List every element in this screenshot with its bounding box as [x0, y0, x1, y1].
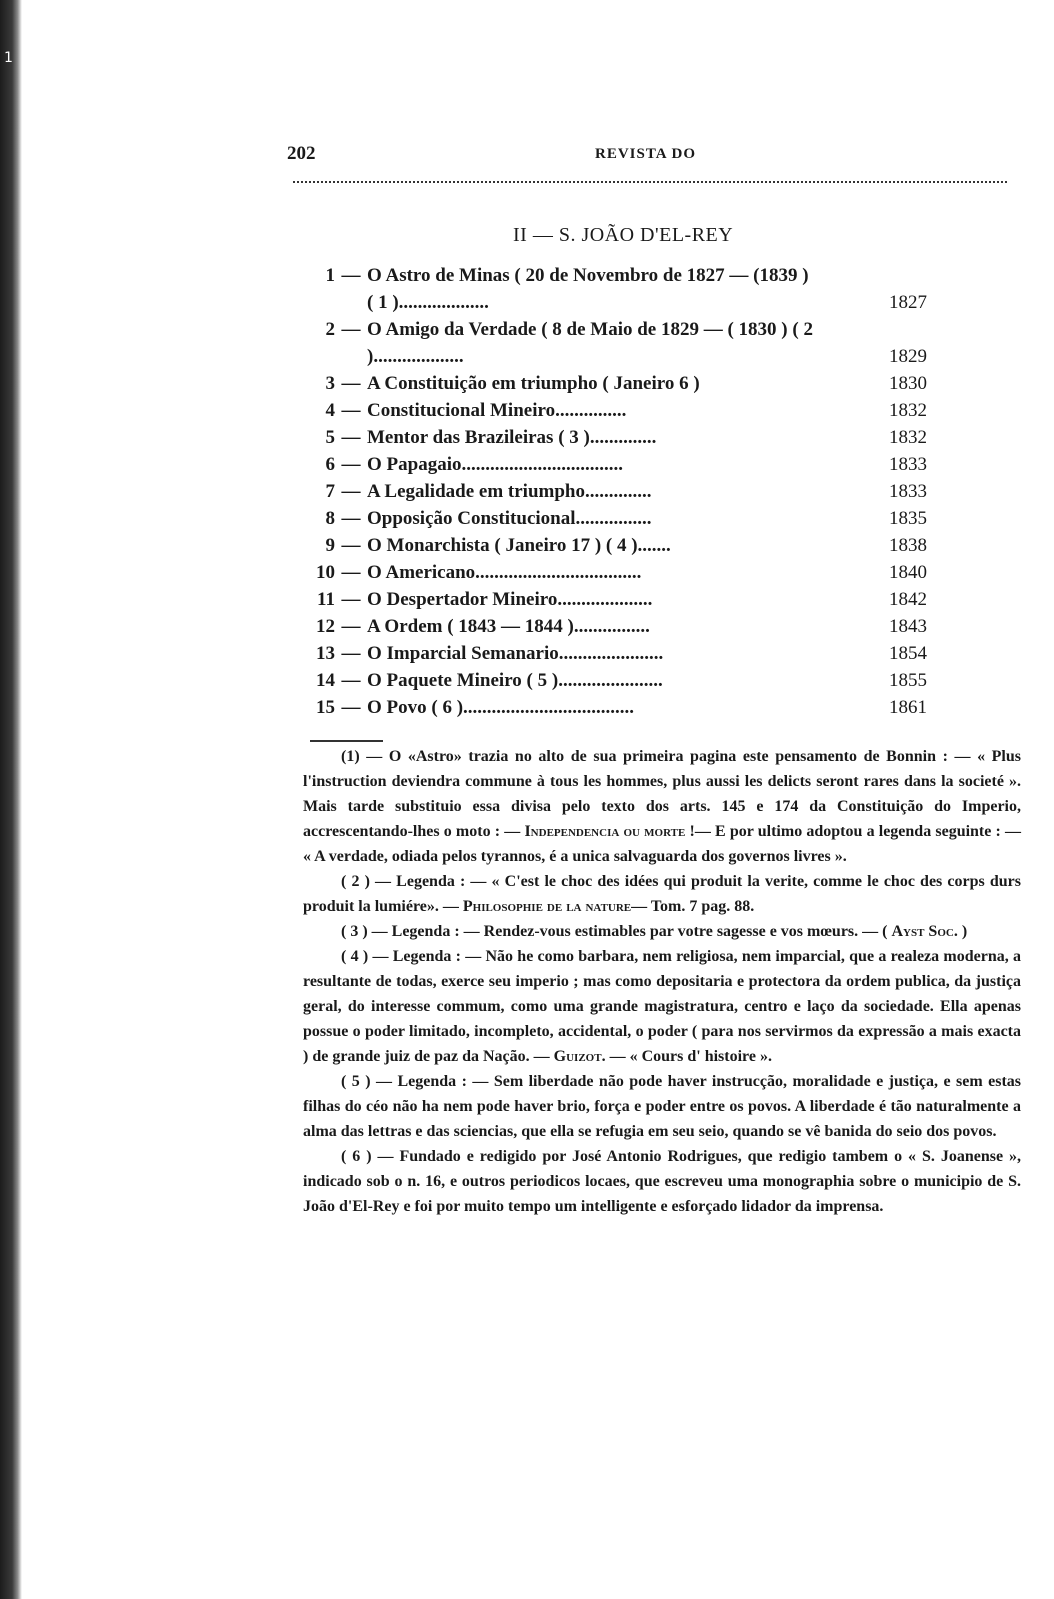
footnote-2 — [303, 869, 1021, 919]
entry-dash: — — [341, 481, 361, 502]
list-item — [285, 316, 1020, 370]
list-item — [285, 532, 1020, 559]
entry-number: 12 — [316, 616, 335, 637]
list-item — [285, 640, 1020, 667]
list-item — [285, 586, 1020, 613]
list-item — [285, 397, 1020, 424]
entry-number: 9 — [325, 535, 335, 556]
footnote-2-text: ( 2 ) — Legenda : — « C'est le choc des idées qui produit la verite, comme le choc des corps durs produit la lumiére». — — [303, 873, 1021, 915]
running-head: REVISTA DO — [595, 146, 696, 162]
entry-year: 1832 — [889, 427, 927, 448]
entry-number: 3 — [325, 373, 335, 394]
book-spine-shadow — [0, 0, 22, 1599]
footnote-1-end: !— E por ultimo adoptou a legenda seguinte : — « A verdade, odiada pelos tyrannos, é a unica salvaguarda dos governos livres ». — [303, 823, 1022, 865]
entry-year: 1842 — [889, 589, 927, 610]
entry-dash: — — [341, 535, 361, 556]
entry-year: 1838 — [889, 535, 927, 556]
entry-title: O Monarchista ( Janeiro 17 ) ( 4 )....... — [367, 535, 671, 556]
entry-title: O Astro de Minas ( 20 de Novembro de 1827 — (1839 ) ( 1 )................... — [367, 265, 809, 313]
entry-year: 1854 — [889, 643, 927, 664]
entry-dash: — — [341, 670, 361, 691]
entry-number: 10 — [316, 562, 335, 583]
footnote-2-end: — Tom. 7 pag. 88. — [631, 898, 755, 915]
entry-dash: — — [341, 427, 361, 448]
footnote-4-end: . — « Cours d' histoire ». — [601, 1048, 772, 1065]
header-rule — [293, 181, 1007, 183]
entry-title: Constitucional Mineiro............... — [367, 400, 627, 421]
entry-dash: — — [341, 373, 361, 394]
entry-number: 4 — [325, 400, 335, 421]
entry-dash: — — [341, 562, 361, 583]
entry-dash: — — [341, 265, 361, 286]
entry-dash: — — [341, 508, 361, 529]
list-item — [285, 478, 1020, 505]
footnote-3-source: Ayst Soc. — [891, 923, 958, 940]
entry-dash: — — [341, 697, 361, 718]
footnote-1-text: (1) — O «Astro» trazia no alto de sua primeira pagina este pensamento de Bonnin : — « Plus l'instruction deviendra commune à tous les hommes, plus aussi les delicts seront rares dans la societé ». Mais tarde substituio essa divisa pelo texto dos arts. 145 e 174 da Constituição do Imperio, accrescentando-lhes o moto : — — [303, 748, 1021, 840]
entry-number: 6 — [325, 454, 335, 475]
entry-number: 11 — [317, 589, 335, 610]
entry-dash: — — [341, 400, 361, 421]
entry-title: O Paquete Mineiro ( 5 )...................... — [367, 670, 663, 691]
page-number: 202 — [287, 143, 316, 164]
entry-year: 1830 — [889, 373, 927, 394]
list-item — [285, 667, 1020, 694]
footnote-3 — [303, 919, 1021, 944]
list-item — [285, 451, 1020, 478]
entry-year: 1835 — [889, 508, 927, 529]
entry-title: O Despertador Mineiro.................... — [367, 589, 653, 610]
entry-number: 2 — [325, 319, 335, 340]
entry-title: A Ordem ( 1843 — 1844 )................ — [367, 616, 650, 637]
entry-number: 15 — [316, 697, 335, 718]
footnote-4 — [303, 944, 1021, 1069]
list-item — [285, 559, 1020, 586]
entry-dash: — — [341, 616, 361, 637]
entry-number: 5 — [325, 427, 335, 448]
entry-title: Opposição Constitucional................ — [367, 508, 652, 529]
spine-mark: 1 — [4, 50, 13, 66]
entry-year: 1843 — [889, 616, 927, 637]
entry-year: 1833 — [889, 454, 927, 475]
footnote-5: ( 5 ) — Legenda : — Sem liberdade não pode haver instrucção, moralidade e justiça, e sem estas filhas do céo não ha nem pode haver brio, força e poder entre os povos. A liberdade é tão naturalmente a alma das lettras e das sciencias, que ella se refugia em seu seio, quando se vê banida do seio dos povos. — [303, 1073, 1021, 1140]
entry-title: O Papagaio.................................. — [367, 454, 623, 475]
list-item — [285, 505, 1020, 532]
entry-year: 1840 — [889, 562, 927, 583]
entry-title: O Amigo da Verdade ( 8 de Maio de 1829 — ( 1830 ) ( 2 )................... — [367, 319, 813, 367]
footnote-3-end: ) — [961, 923, 968, 940]
footnote-2-source: Philosophie de la nature — [462, 898, 632, 915]
entry-year: 1829 — [889, 346, 927, 367]
footnote-4-text: ( 4 ) — Legenda : — Não he como barbara, nem religiosa, nem imparcial, que a realeza moderna, a resultante de todas, exerce seu imperio ; mas como depositaria e protectora da ordem publica, da justiça geral, do interesse commum, como uma grande magistratura, centro e laço da sociedade. Ella apenas possue o poder limitado, incompleto, accidental, o poder ( para nos servirmos da expressão a mais exacta ) de grande juiz de paz da Nação. — — [303, 948, 1021, 1065]
entry-number: 14 — [316, 670, 335, 691]
entry-year: 1861 — [889, 697, 927, 718]
entry-title: O Imparcial Semanario...................... — [367, 643, 664, 664]
periodicals-list — [285, 262, 1020, 721]
list-item — [285, 424, 1020, 451]
entry-dash: — — [341, 319, 361, 340]
footnote-6: ( 6 ) — Fundado e redigido por José Antonio Rodrigues, que redigio tambem o « S. Joanense », indicado sob o n. 16, e outros periodicos locaes, que escreveu uma monographia sobre o municipio de S. João d'El-Rey e foi por muito tempo um intelligente e esforçado lidador da imprensa. — [303, 1148, 1021, 1215]
entry-dash: — — [341, 643, 361, 664]
entry-title: O Povo ( 6 ).................................... — [367, 697, 635, 718]
footnotes — [303, 744, 1021, 1219]
footnote-rule — [310, 740, 383, 742]
entry-dash: — — [341, 454, 361, 475]
entry-year: 1833 — [889, 481, 927, 502]
footnote-3-text: ( 3 ) — Legenda : — Rendez-vous estimables par votre sagesse e vos mœurs. — ( — [341, 923, 888, 940]
section-title: II — S. JOÃO D'EL-REY — [513, 224, 734, 246]
entry-number: 7 — [325, 481, 335, 502]
footnote-1 — [303, 744, 1021, 869]
entry-title: A Constituição em triumpho ( Janeiro 6 ) — [367, 373, 700, 394]
entry-year: 1855 — [889, 670, 927, 691]
entry-dash: — — [341, 589, 361, 610]
list-item — [285, 262, 1020, 316]
entry-number: 13 — [316, 643, 335, 664]
entry-number: 1 — [325, 265, 335, 286]
entry-year: 1832 — [889, 400, 927, 421]
entry-year: 1827 — [889, 292, 927, 313]
entry-title: A Legalidade em triumpho.............. — [367, 481, 652, 502]
list-item — [285, 694, 1020, 721]
list-item — [285, 613, 1020, 640]
entry-title: O Americano................................... — [367, 562, 642, 583]
list-item — [285, 370, 1020, 397]
entry-title: Mentor das Brazileiras ( 3 ).............. — [367, 427, 657, 448]
footnote-4-source: Guizot — [553, 1048, 602, 1065]
entry-number: 8 — [325, 508, 335, 529]
footnote-1-motto: Independencia ou morte — [524, 823, 686, 840]
page-header — [285, 143, 1007, 167]
